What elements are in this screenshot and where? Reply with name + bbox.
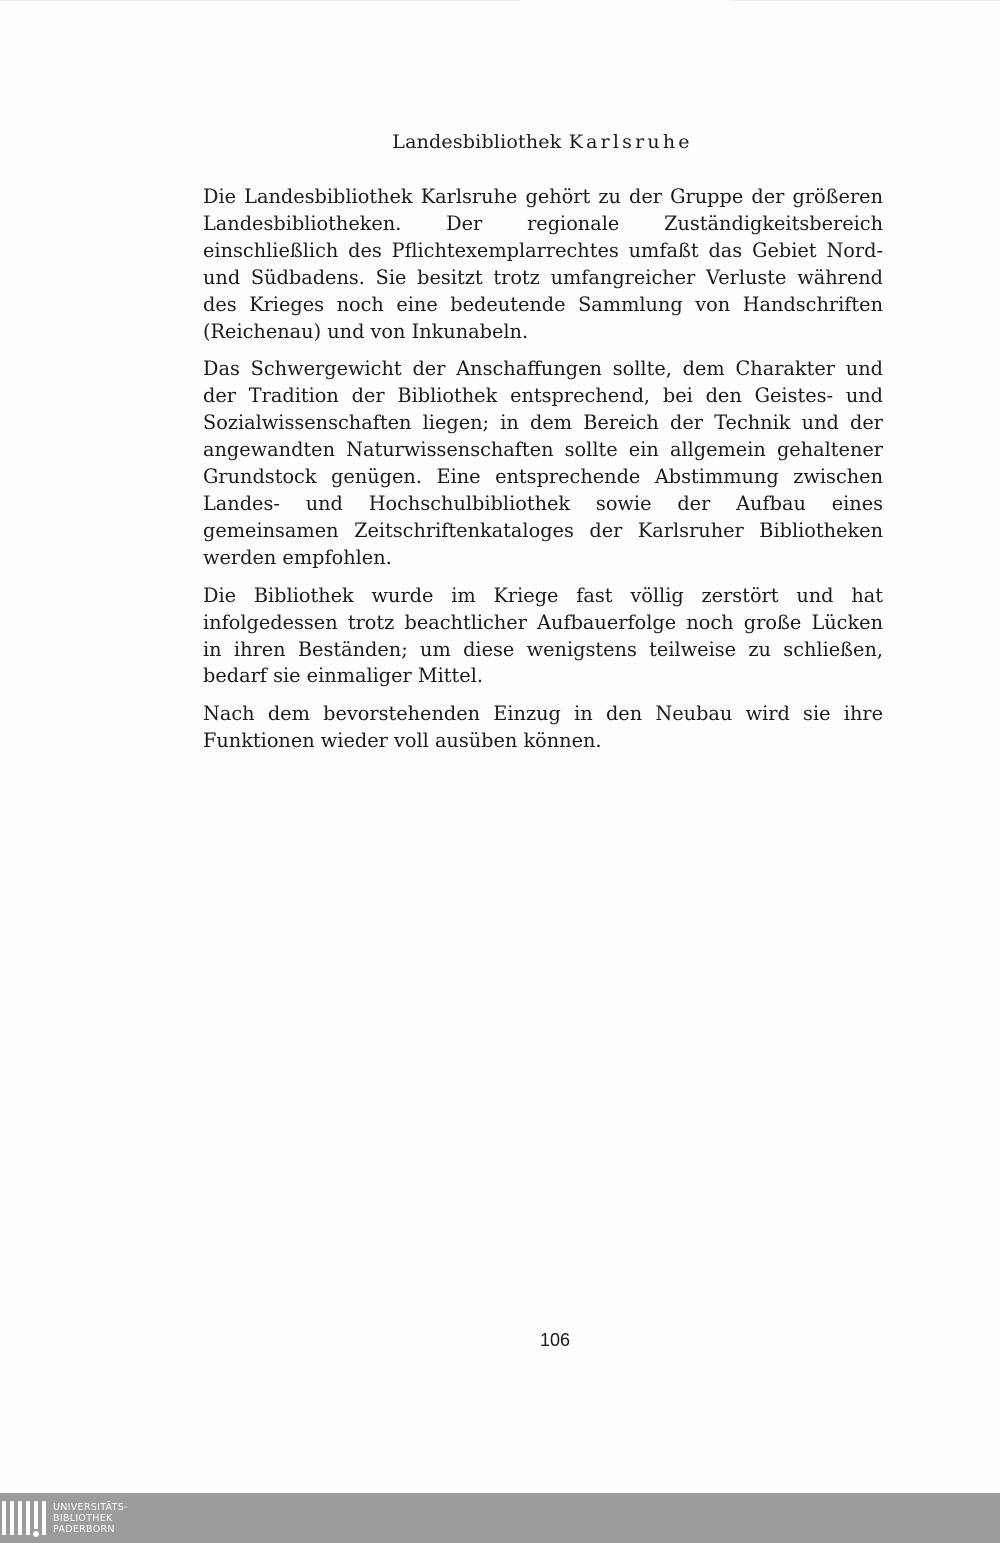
logo-line: UNIVERSITÄTS- <box>53 1502 128 1513</box>
library-footer-bar <box>0 1493 1000 1543</box>
logo-line: BIBLIOTHEK <box>53 1513 113 1524</box>
page-heading <box>0 131 1000 153</box>
scan-edge-line <box>730 0 1000 1</box>
library-logo-text <box>53 1502 128 1535</box>
page-number: 106 <box>539 1330 571 1350</box>
heading-city: Karlsruhe <box>568 131 693 153</box>
scan-edge-line <box>0 0 520 1</box>
paragraph: Die Bibliothek wurde im Kriege fast völlig zerstört und hat infolgedessen trotz beachtlicher Aufbauerfolge noch große Lücken in ihren Beständen; um diese wenigstens teilweise zu schließen, bedarf sie einmaliger Mittel. <box>203 583 883 688</box>
paragraph: Nach dem bevorstehenden Einzug in den Neubau wird sie ihre Funktionen wieder voll ausüben können. <box>203 702 883 753</box>
heading-prefix: Landesbibliothek <box>392 131 562 153</box>
library-logo-icon <box>2 1501 48 1535</box>
logo-line: PADERBORN <box>53 1524 115 1535</box>
body-text <box>203 184 883 766</box>
paragraph: Das Schwergewicht der Anschaffungen sollte, dem Charakter und der Tradition der Bibliothek entsprechend, bei den Geistes- und Sozialwissenschaften liegen; in dem Bereich der Technik und der angewandten Naturwissenschaften sollte ein allgemein gehaltener Grundstock genügen. Eine entsprechende Abstimmung zwischen Landes- und Hochschulbibliothek sowie der Aufbau eines gemeinsamen Zeitschriftenkataloges der Karlsruher Bibliotheken werden empfohlen. <box>203 357 883 569</box>
paragraph: Die Landesbibliothek Karlsruhe gehört zu der Gruppe der größeren Landesbibliotheken. Der regionale Zuständigkeitsbereich einschließlich des Pflichtexemplarrechtes umfaßt das Gebiet Nord- und Südbadens. Sie besitzt trotz umfangreicher Verluste während des Krieges noch eine bedeutende Sammlung von Handschriften (Reichenau) und von Inkunabeln. <box>203 185 883 343</box>
